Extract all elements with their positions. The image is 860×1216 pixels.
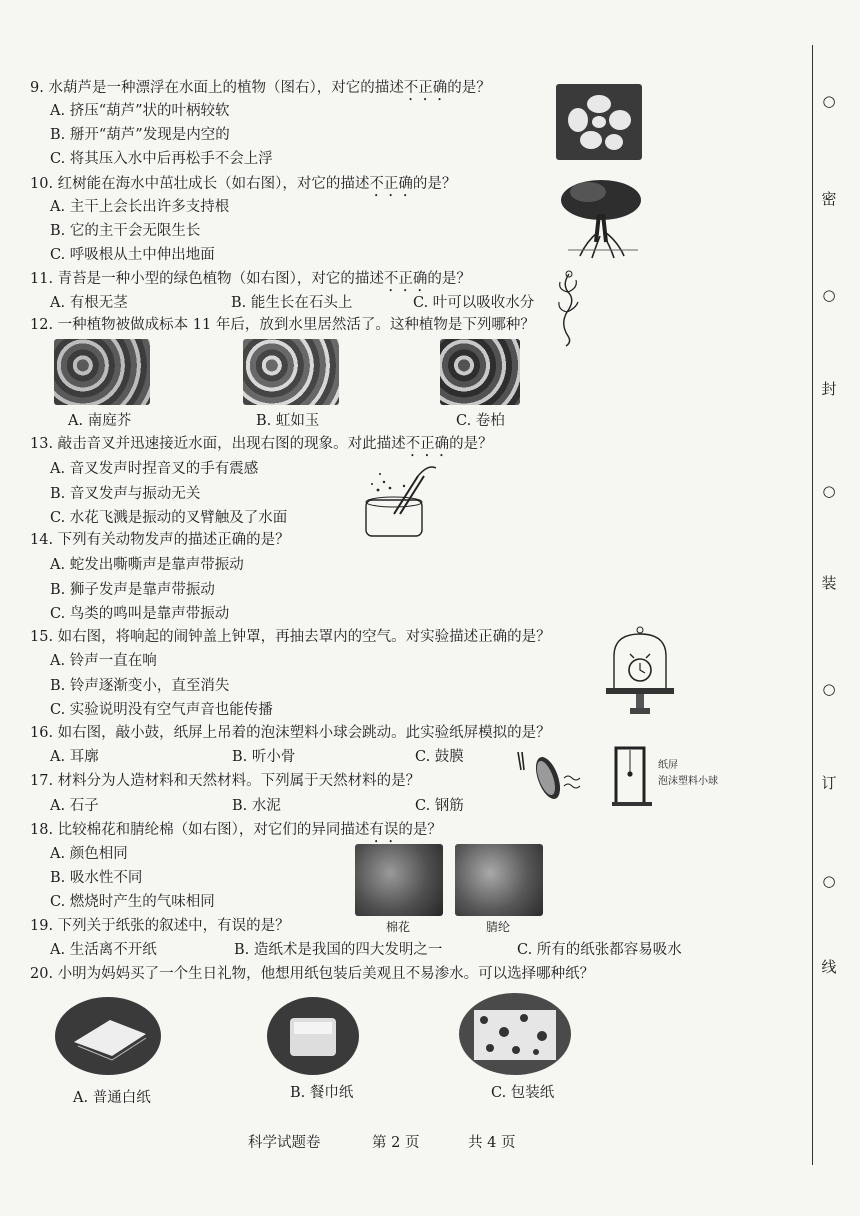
question-15-option-a: A. 铃声一直在响 [50,653,157,669]
footer-total-pages: 共 4 页 [468,1135,516,1151]
binding-circle: ○ [822,482,836,500]
question-17-option-c: C. 钢筋 [415,798,464,814]
moss-illustration [554,268,584,348]
cotton-photo [355,844,443,916]
binding-line [812,45,813,1165]
question-14-option-b: B. 狮子发声是靠声带振动 [50,582,215,598]
question-18-option-a: A. 颜色相同 [50,846,128,862]
question-15-option-c: C. 实验说明没有空气声音也能传播 [50,702,273,718]
plain-white-paper-photo [54,996,162,1076]
question-17-option-a: A. 石子 [50,798,99,814]
plant-c-photo [440,339,520,405]
question-9-option-b: B. 掰开“葫芦”发现是内空的 [50,127,230,143]
binding-circle: ○ [822,286,836,304]
question-16-option-c: C. 鼓膜 [415,749,464,765]
plant-b-photo [243,339,339,405]
binding-circle: ○ [822,872,836,890]
napkin-paper-photo [266,996,360,1076]
question-12-option-b: B. 虹如玉 [256,413,320,429]
question-11-stem: 11. 青苔是一种小型的绿色植物（如右图），对它的描述不正确的是？ [30,271,471,287]
question-9-option-c: C. 将其压入水中后再松手不会上浮 [50,151,273,167]
question-19-stem: 19. 下列关于纸张的叙述中，有误的是？ [30,918,290,934]
binding-circle: ○ [822,680,836,698]
acrylic-fiber-photo [455,844,543,916]
question-16-stem: 16. 如右图，敲小鼓，纸屏上吊着的泡沫塑料小球会跳动。此实验纸屏模拟的是？ [30,725,551,741]
wrapping-paper-photo [458,992,572,1076]
paper-screen-label: 纸屏 [658,760,678,771]
question-20-option-c: C. 包装纸 [491,1085,555,1101]
question-20-option-a: A. 普通白纸 [73,1090,151,1106]
water-hyacinth-photo [556,84,642,160]
foam-ball-label: 泡沫塑料小球 [658,776,718,787]
question-19-option-b: B. 造纸术是我国的四大发明之一 [234,942,443,958]
question-10-stem: 10. 红树能在海水中茁壮成长（如右图），对它的描述不正确的是？ [30,176,457,192]
plant-a-photo [54,339,150,405]
question-12-option-c: C. 卷柏 [456,413,505,429]
question-13-option-b: B. 音叉发声与振动无关 [50,486,201,502]
question-13-stem: 13. 敲击音叉并迅速接近水面，出现右图的现象。对此描述不正确的是？ [30,436,493,452]
bell-jar-alarm-clock-illustration [604,626,676,722]
question-11-option-b: B. 能生长在石头上 [231,295,353,311]
question-12-stem: 12. 一种植物被做成标本 11 年后，放到水里居然活了。这种植物是下列哪种？ [30,317,535,333]
binding-char-zhuang: 装 [821,574,837,592]
binding-circle: ○ [822,92,836,110]
question-10-option-c: C. 呼吸根从土中伸出地面 [50,247,215,263]
question-16-option-a: A. 耳廓 [50,749,99,765]
question-15-stem: 15. 如右图，将响起的闹钟盖上钟罩，再抽去罩内的空气。对实验描述正确的是？ [30,629,551,645]
question-18-stem: 18. 比较棉花和腈纶棉（如右图），对它们的异同描述有误的是？ [30,822,442,838]
question-20-stem: 20. 小明为妈妈买了一个生日礼物，他想用纸包装后美观且不易渗水。可以选择哪种纸？ [30,966,595,982]
question-11-option-c: C. 叶可以吸收水分 [413,295,535,311]
footer-page-number: 第 2 页 [372,1135,420,1151]
question-13-option-a: A. 音叉发声时捏音叉的手有震感 [50,461,259,477]
question-16-option-b: B. 听小骨 [232,749,296,765]
drum-illustration [512,748,584,810]
question-11-option-a: A. 有根无茎 [50,295,128,311]
question-20-option-b: B. 餐巾纸 [290,1085,354,1101]
question-18-option-c: C. 燃烧时产生的气味相同 [50,894,215,910]
cotton-caption: 棉花 [386,920,411,934]
mangrove-tree-illustration [558,176,644,260]
question-14-stem: 14. 下列有关动物发声的描述正确的是？ [30,532,290,548]
acrylic-fiber-caption: 腈纶 [486,920,511,934]
question-12-option-a: A. 南庭芥 [68,413,132,429]
question-9-option-a: A. 挤压“葫芦”状的叶柄较软 [50,103,230,119]
question-10-option-a: A. 主干上会长出许多支持根 [50,199,230,215]
paper-screen-illustration [612,746,656,808]
question-18-option-b: B. 吸水性不同 [50,870,143,886]
tuning-fork-water-illustration [358,460,448,540]
question-13-option-c: C. 水花飞溅是振动的叉臂触及了水面 [50,510,288,526]
question-17-option-b: B. 水泥 [232,798,281,814]
question-9-stem: 9. 水葫芦是一种漂浮在水面上的植物（图右），对它的描述不正确的是？ [30,80,491,96]
question-10-option-b: B. 它的主干会无限生长 [50,223,201,239]
question-14-option-c: C. 鸟类的鸣叫是靠声带振动 [50,606,230,622]
binding-char-xian: 线 [821,958,837,976]
question-19-option-c: C. 所有的纸张都容易吸水 [517,942,682,958]
binding-char-ding: 订 [821,774,837,792]
binding-char-feng: 封 [821,380,837,398]
footer-title: 科学试题卷 [248,1135,321,1151]
question-19-option-a: A. 生活离不开纸 [50,942,157,958]
binding-char-mi: 密 [821,190,837,208]
question-14-option-a: A. 蛇发出嘶嘶声是靠声带振动 [50,557,244,573]
question-17-stem: 17. 材料分为人造材料和天然材料。下列属于天然材料的是？ [30,773,421,789]
question-15-option-b: B. 铃声逐渐变小，直至消失 [50,678,230,694]
